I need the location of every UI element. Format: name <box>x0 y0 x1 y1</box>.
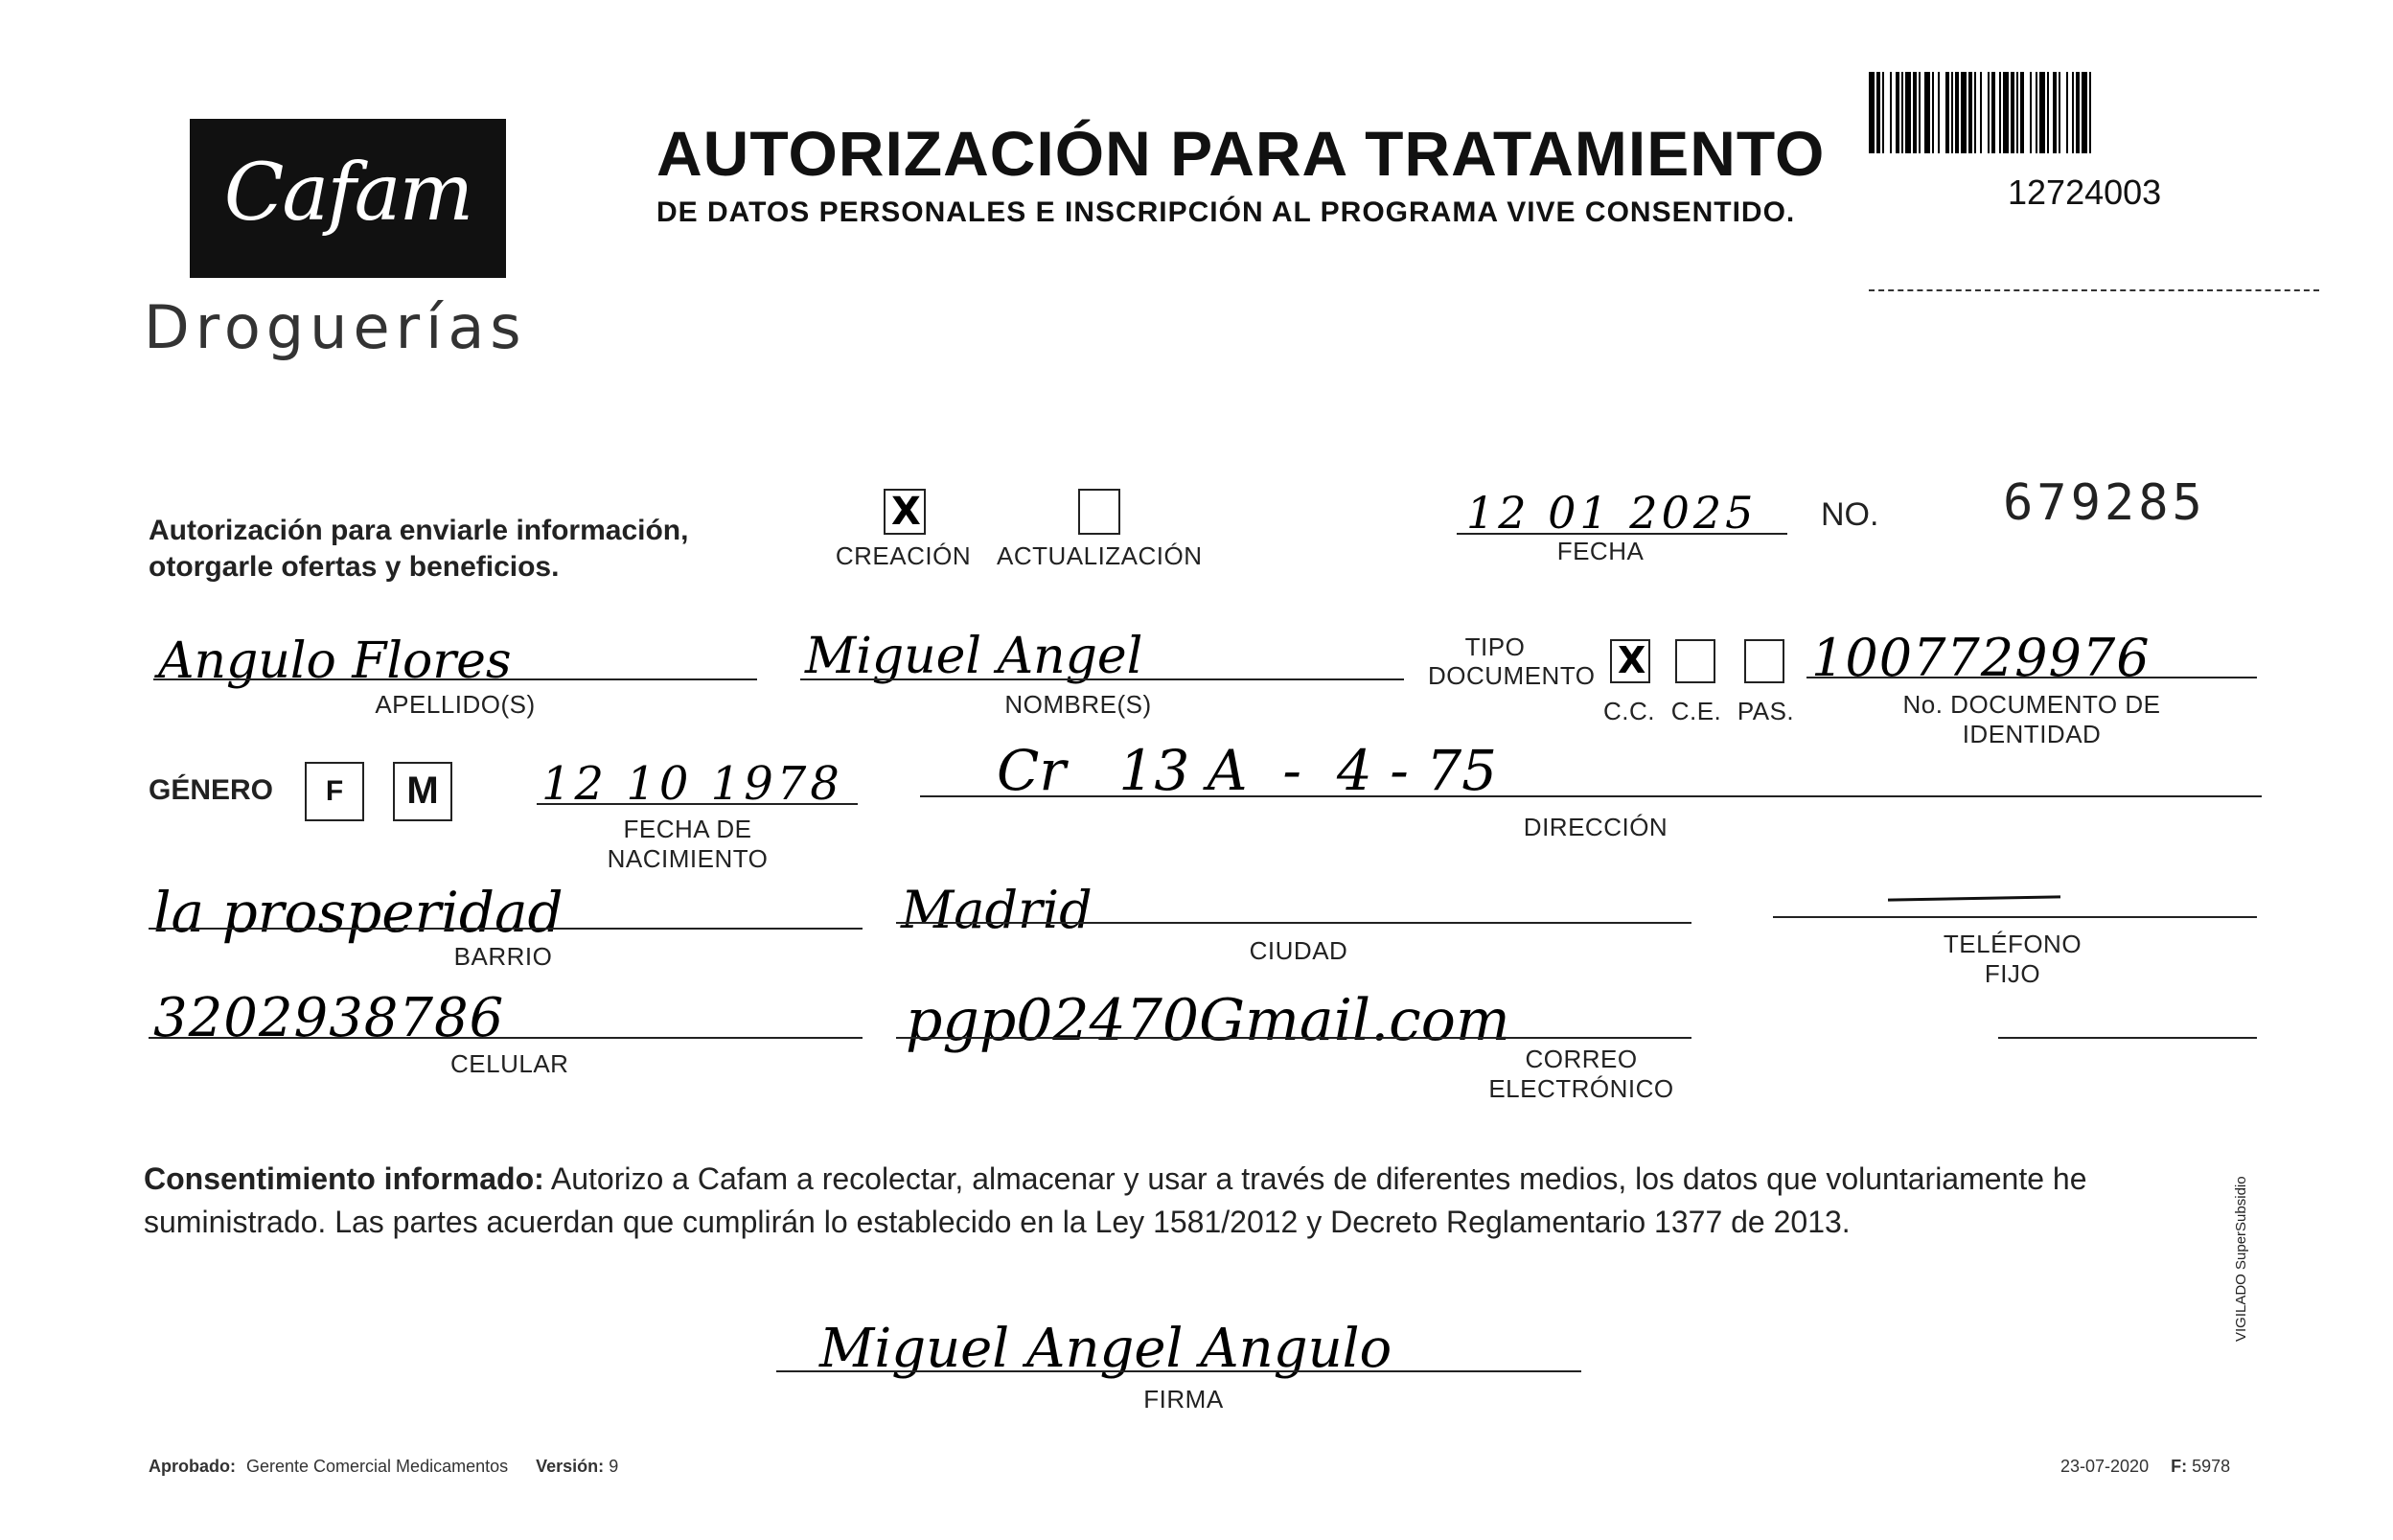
telefono-line <box>1773 916 2257 918</box>
barcode-bar <box>1968 72 1972 153</box>
barcode-bar <box>2036 72 2037 153</box>
barcode-bar <box>1919 72 1921 153</box>
signature-value: Miguel Angel Angulo <box>819 1318 1392 1380</box>
version-value: 9 <box>609 1457 619 1476</box>
consent-paragraph <box>144 1158 2252 1244</box>
nacimiento-value: 12 10 1978 <box>541 757 843 811</box>
creacion-check-mark: X <box>891 490 921 534</box>
barcode <box>1869 72 2252 153</box>
tipo-label: TIPO <box>1464 632 1526 661</box>
genero-f-label: F <box>325 775 344 807</box>
barcode-bar <box>1890 72 1892 153</box>
authorization-label-1: Autorización para enviarle información, <box>149 515 689 546</box>
barcode-bar <box>1980 72 1982 153</box>
genero-m-box[interactable] <box>393 762 452 821</box>
barcode-bar <box>1932 72 1934 153</box>
creacion-checkbox[interactable] <box>884 489 926 535</box>
direccion-label: DIRECCIÓN <box>1523 813 1668 841</box>
actualizacion-checkbox[interactable] <box>1078 489 1120 535</box>
barcode-bar <box>2020 72 2024 153</box>
barcode-bar <box>1913 72 1917 153</box>
barcode-bar <box>2039 72 2045 153</box>
nacimiento-line <box>537 803 858 805</box>
apellidos-label: APELLIDO(S) <box>375 690 536 719</box>
barcode-bar <box>1938 72 1940 153</box>
signature-line <box>776 1370 1581 1372</box>
genero-m-mark: M <box>406 770 439 812</box>
form-number: 679285 <box>2003 474 2206 532</box>
barcode-bar <box>2053 72 2057 153</box>
actualizacion-label: ACTUALIZACIÓN <box>997 541 1203 570</box>
ciudad-line <box>896 922 1691 924</box>
ce-label: C.E. <box>1670 697 1722 725</box>
barcode-bar <box>2003 72 2009 153</box>
fecha-line <box>1457 533 1787 535</box>
cc-checkbox[interactable] <box>1610 639 1650 683</box>
logo-text: Cafam <box>223 148 472 239</box>
telefono-label: TELÉFONO FIJO <box>1943 930 2082 988</box>
pas-label: PAS. <box>1737 697 1795 725</box>
barcode-bar <box>1974 72 1976 153</box>
pas-checkbox[interactable] <box>1744 639 1784 683</box>
cafam-logo <box>190 119 506 278</box>
barcode-bar <box>1991 72 1995 153</box>
direccion-value: Cr 13 A - 4 - 75 <box>997 738 1498 803</box>
consent-heading: Consentimiento informado: <box>144 1161 544 1196</box>
barcode-bar <box>2016 72 2018 153</box>
ce-checkbox[interactable] <box>1675 639 1715 683</box>
telefono-scribble <box>1888 895 2060 901</box>
genero-label: GÉNERO <box>149 774 274 806</box>
barcode-bar <box>1945 72 1949 153</box>
barrio-value: la prosperidad <box>153 880 564 945</box>
vigilado-side-text: VIGILADO SuperSubsidio <box>2233 1176 2249 1342</box>
barcode-bar <box>1924 72 1930 153</box>
documento-value: 1007729976 <box>1811 628 2151 688</box>
documento-type-label: DOCUMENTO <box>1428 661 1596 690</box>
barcode-bar <box>1988 72 1990 153</box>
ciudad-value: Madrid <box>901 880 1093 940</box>
barrio-label: BARRIO <box>453 942 553 971</box>
consent-line-1 <box>144 1158 2252 1201</box>
nombres-value: Miguel Angel <box>805 628 1143 685</box>
celular-line <box>149 1037 863 1039</box>
apellidos-value: Angulo Flores <box>158 632 512 690</box>
fecha-value: 12 01 2025 <box>1466 487 1758 539</box>
barrio-line <box>149 928 863 930</box>
consent-text-1: Autorizo a Cafam a recolectar, almacenar y usar a través de diferentes medios, los datos que voluntariamente he <box>550 1161 2087 1196</box>
barcode-bar <box>1896 72 1899 153</box>
signature-label: FIRMA <box>1143 1385 1224 1414</box>
documento-line <box>1806 677 2257 678</box>
header-line-right <box>1869 289 2319 291</box>
contact-extra-line <box>1998 1037 2257 1039</box>
barcode-bar <box>2030 72 2032 153</box>
documento-label: No. DOCUMENTO DE IDENTIDAD <box>1902 690 2161 748</box>
barcode-bar <box>2072 72 2074 153</box>
cc-check-mark: X <box>1618 639 1646 681</box>
barcode-bar <box>2066 72 2068 153</box>
barcode-bar <box>2082 72 2087 153</box>
barcode-bar <box>1961 72 1967 153</box>
barcode-bar <box>1901 72 1903 153</box>
brand-subtitle: Droguerías <box>144 292 527 362</box>
footer-left <box>149 1457 618 1477</box>
correo-value: pgp02470Gmail.com <box>906 987 1510 1054</box>
barcode-bar <box>1869 72 1875 153</box>
apellidos-line <box>153 678 757 680</box>
ciudad-label: CIUDAD <box>1249 936 1348 965</box>
footer-f-label: F: <box>2171 1457 2188 1476</box>
barcode-bar <box>1882 72 1884 153</box>
aprobado-label: Aprobado: <box>149 1457 236 1476</box>
correo-label: CORREO ELECTRÓNICO <box>1488 1045 1674 1103</box>
form-title: AUTORIZACIÓN PARA TRATAMIENTO <box>656 118 1826 189</box>
no-label: NO. <box>1821 496 1879 533</box>
barcode-bar <box>1999 72 2001 153</box>
nombres-line <box>800 678 1404 680</box>
footer-right <box>2060 1457 2230 1477</box>
barcode-number: 12724003 <box>2008 172 2162 212</box>
barcode-bar <box>1955 72 1959 153</box>
barcode-bar <box>1905 72 1911 153</box>
barcode-bar <box>2047 72 2049 153</box>
direccion-line <box>920 795 2262 797</box>
barcode-bar <box>1876 72 1880 153</box>
barcode-bar <box>2011 72 2014 153</box>
aprobado-value: Gerente Comercial Medicamentos <box>246 1457 509 1476</box>
footer-f-value: 5978 <box>2192 1457 2231 1476</box>
cc-label: C.C. <box>1603 697 1655 725</box>
creacion-label: CREACIÓN <box>835 541 972 570</box>
authorization-label-2: otorgarle ofertas y beneficios. <box>149 551 560 583</box>
fecha-label: FECHA <box>1556 537 1645 565</box>
correo-line <box>896 1037 1691 1039</box>
nacimiento-label: FECHA DE NACIMIENTO <box>607 815 769 873</box>
celular-value: 3202938786 <box>153 987 505 1049</box>
genero-f-box[interactable] <box>305 762 364 821</box>
footer-date: 23-07-2020 <box>2060 1457 2150 1476</box>
barcode-bar <box>1951 72 1953 153</box>
barcode-bar <box>2076 72 2080 153</box>
version-label: Versión: <box>536 1457 605 1476</box>
barcode-bar <box>2089 72 2091 153</box>
form-subtitle: DE DATOS PERSONALES E INSCRIPCIÓN AL PROGRAMA VIVE CONSENTIDO. <box>656 196 1796 228</box>
celular-label: CELULAR <box>450 1049 569 1078</box>
barcode-bar <box>2059 72 2060 153</box>
consent-text-2: suministrado. Las partes acuerdan que cumplirán lo establecido en la Ley 1581/2012 y Decreto Reglamentario 1377 de 2013. <box>144 1205 1851 1239</box>
nombres-label: NOMBRE(S) <box>1004 690 1152 719</box>
